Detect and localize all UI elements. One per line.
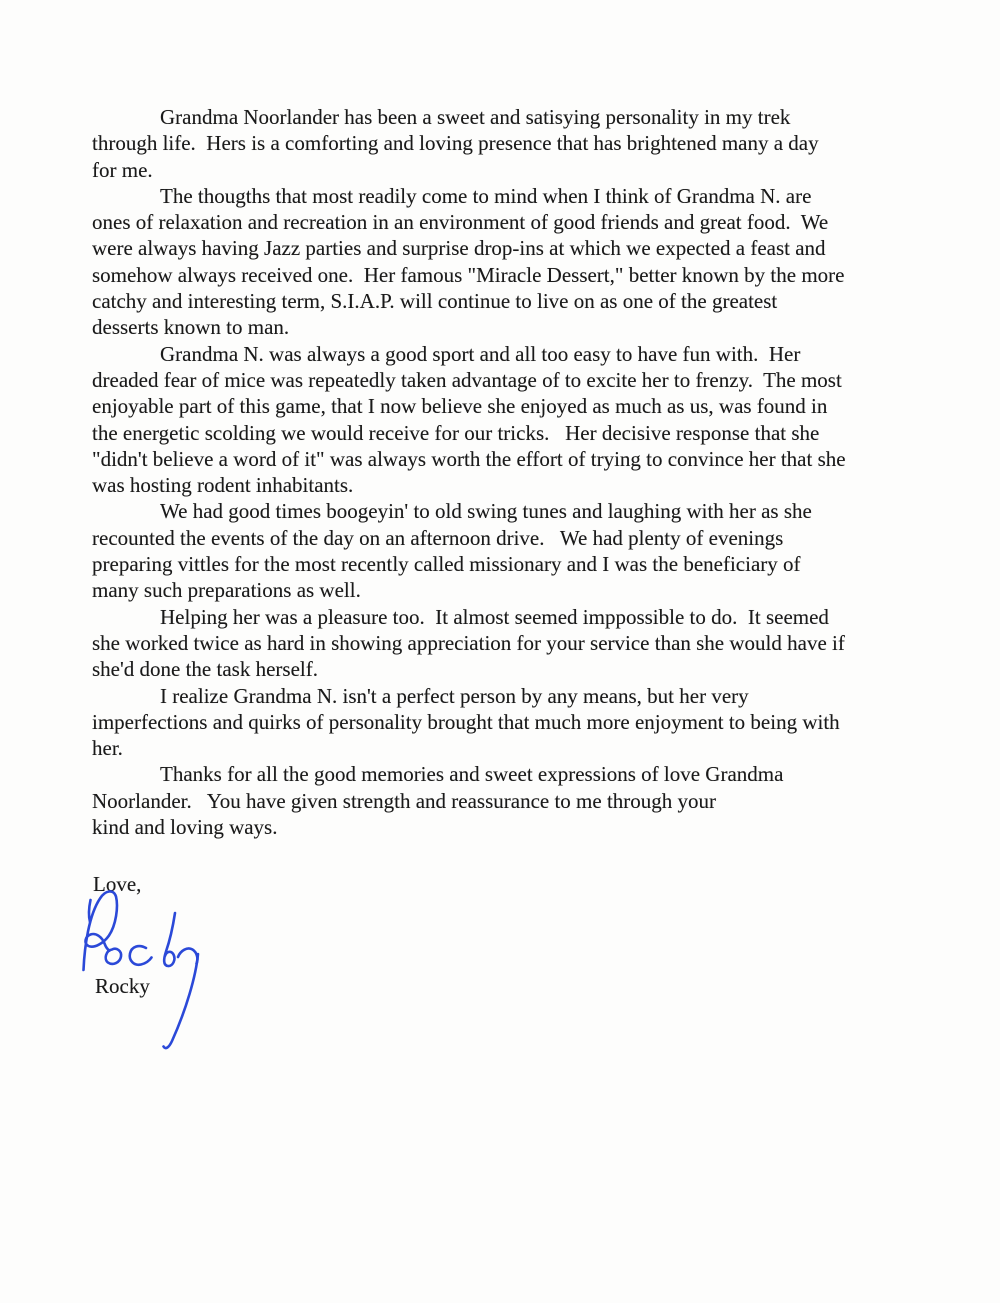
letter-line: I realize Grandma N. isn't a perfect person by any means, but her very: [160, 683, 749, 708]
letter-line: Thanks for all the good memories and sweet expressions of love Grandma: [160, 762, 784, 787]
letter-line: was hosting rodent inhabitants.: [92, 473, 354, 498]
letter-line: kind and loving ways.: [92, 815, 278, 840]
letter-line: the energetic scolding we would receive for our tricks. Her decisive response that she: [92, 420, 820, 445]
letter-line: she'd done the task herself.: [92, 657, 318, 682]
letter-line: for me.: [92, 157, 153, 182]
signature-handwritten-rocky: [75, 880, 215, 1055]
paragraph: [92, 104, 918, 183]
paragraph: [92, 498, 918, 603]
letter-line: her.: [92, 736, 123, 761]
paragraph: [92, 604, 918, 683]
letter-line: somehow always received one. Her famous "Miracle Dessert," better known by the more: [92, 262, 845, 287]
typed-name-rocky: Rocky: [95, 974, 150, 998]
letter-line: We had good times boogeyin' to old swing tunes and laughing with her as she: [160, 499, 812, 524]
letter-line: Helping her was a pleasure too. It almost seemed imppossible to do. It seemed: [160, 604, 829, 629]
letter-line: Noorlander. You have given strength and reassurance to me through your: [92, 788, 717, 813]
closing-love: Love,: [93, 872, 142, 896]
letter-line: Grandma Noorlander has been a sweet and satisying personality in my trek: [160, 105, 791, 129]
letter-line: preparing vittles for the most recently called missionary and I was the beneficiary of: [92, 552, 801, 577]
letter-line: imperfections and quirks of personality brought that much more enjoyment to being with: [92, 709, 840, 734]
letter-line: "didn't believe a word of it" was always worth the effort of trying to convince her that she: [92, 446, 846, 471]
letter-line: catchy and interesting term, S.I.A.P. will continue to live on as one of the greatest: [92, 289, 778, 314]
letter-line: ones of relaxation and recreation in an environment of good friends and great food. We: [92, 210, 829, 235]
signature-ink-strokes: [84, 891, 199, 1048]
letter-line: through life. Hers is a comforting and loving presence that has brightened many a day: [92, 131, 819, 156]
paragraph: [92, 761, 918, 840]
letter-line: many such preparations as well.: [92, 578, 361, 603]
letter-line: The thougths that most readily come to mind when I think of Grandma N. are: [160, 183, 812, 208]
letter-body: [92, 104, 918, 840]
letter-line: recounted the events of the day on an afternoon drive. We had plenty of evenings: [92, 525, 784, 550]
letter-line: dreaded fear of mice was repeatedly taken advantage of to excite her to frenzy. The most: [92, 367, 842, 392]
letter-line: she worked twice as hard in showing appreciation for your service than she would have if: [92, 630, 845, 655]
letter-line: enjoyable part of this game, that I now believe she enjoyed as much as us, was found in: [92, 394, 828, 419]
letter-line: desserts known to man.: [92, 315, 290, 340]
letter-line: Grandma N. was always a good sport and all too easy to have fun with. Her: [160, 341, 801, 366]
paragraph: [92, 183, 918, 341]
letter-line: were always having Jazz parties and surprise drop-ins at which we expected a feast and: [92, 236, 826, 261]
paragraph: [92, 683, 918, 762]
paragraph: [92, 341, 918, 499]
